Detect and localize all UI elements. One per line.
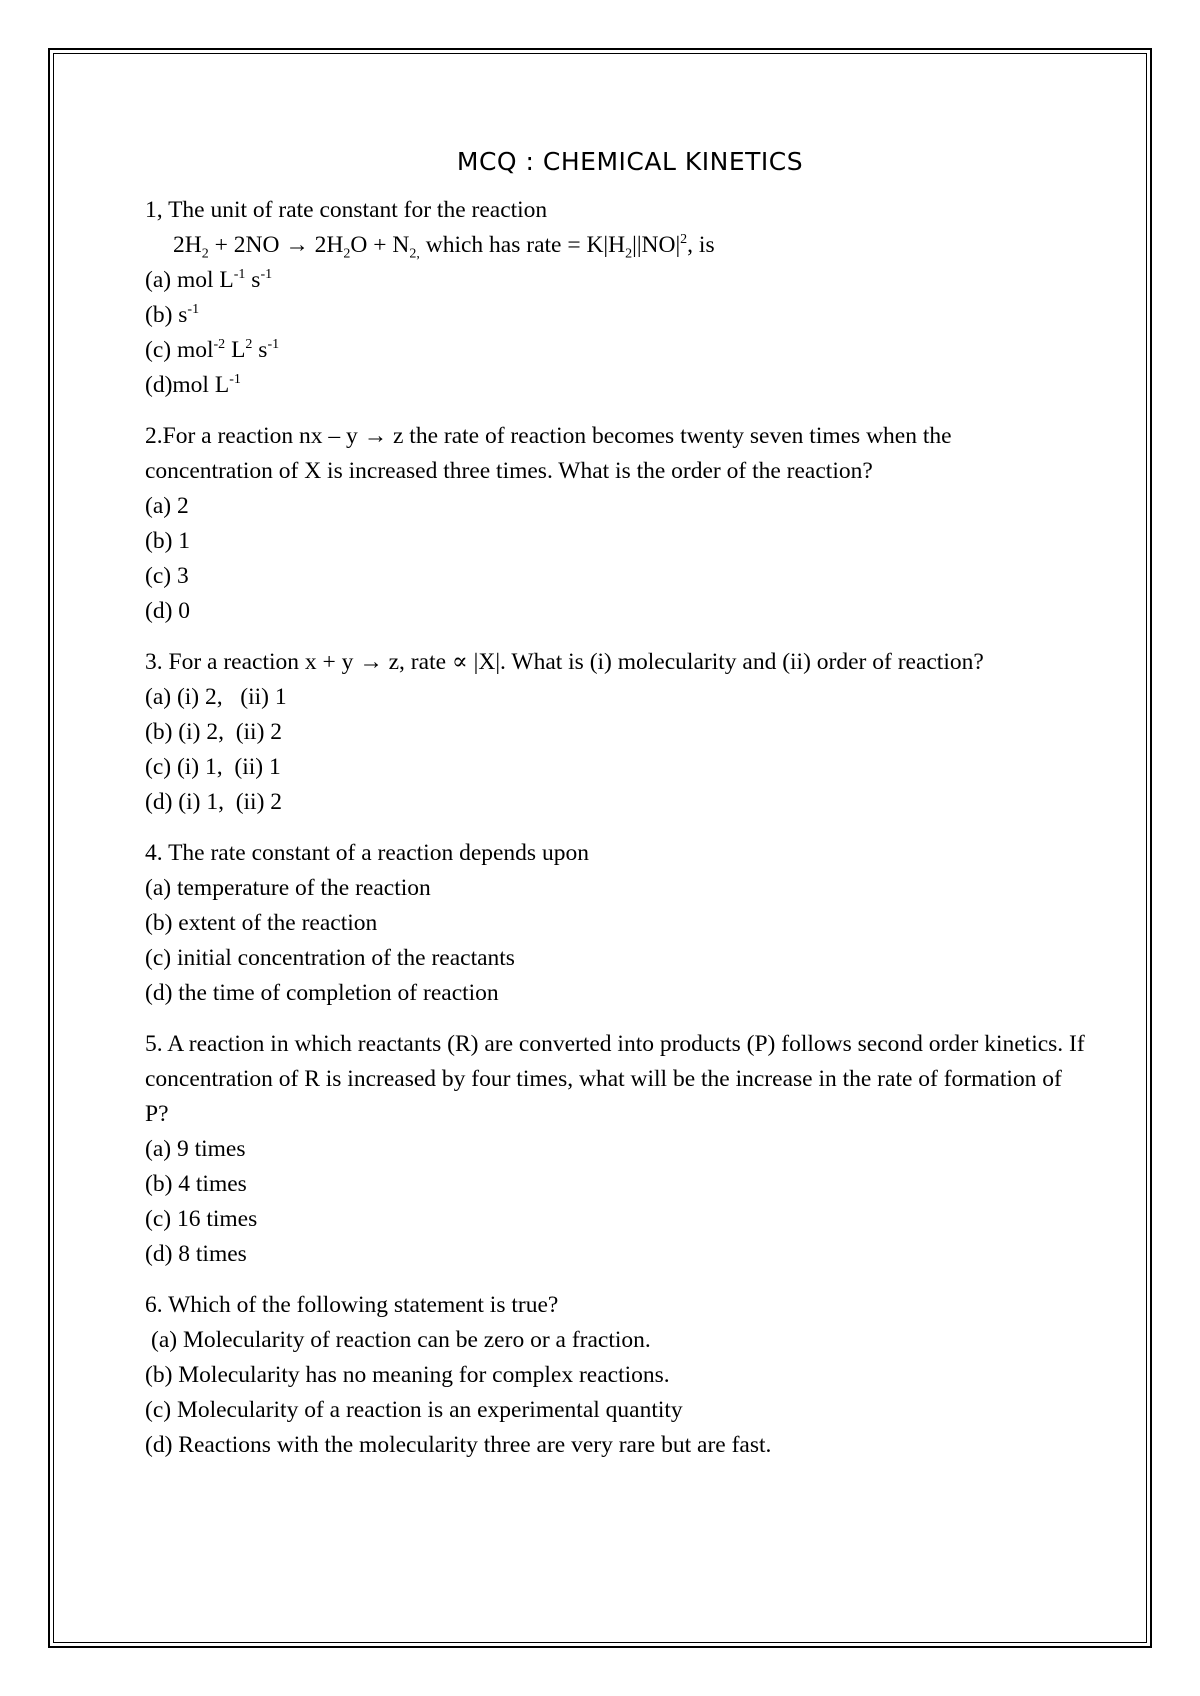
question-5-option-d: (d) 8 times [145, 1241, 247, 1267]
question-6-option-d: (d) Reactions with the molecularity three are very rare but are fast. [145, 1432, 772, 1458]
question-6-option-a: (a) Molecularity of reaction can be zero or a fraction. [151, 1327, 651, 1353]
option-text: (b) s [145, 302, 188, 328]
question-4-option-b: (b) extent of the reaction [145, 910, 378, 936]
option-text: (d)mol L [145, 372, 230, 398]
question-3-option-d: (d) (i) 1, (ii) 2 [145, 789, 283, 815]
option-superscript: -1 [187, 302, 200, 318]
question-1-option-d [145, 368, 1085, 403]
question-5-option-c: (c) 16 times [145, 1206, 258, 1232]
question-3-option-a: (a) (i) 2, (ii) 1 [145, 684, 287, 710]
option-superscript: -2 [213, 337, 226, 353]
question-6 [145, 1288, 1085, 1463]
question-1-text: 1, The unit of rate constant for the reaction [145, 197, 548, 223]
option-superscript: 2 [245, 337, 253, 353]
equation-superscript: 2 [680, 232, 688, 248]
question-3-option-b: (b) (i) 2, (ii) 2 [145, 719, 283, 745]
option-text: (c) mol [145, 337, 214, 363]
question-1-option-a [145, 263, 1085, 298]
option-superscript: -1 [260, 267, 273, 283]
equation-subscript: 2 [201, 246, 209, 262]
question-2 [145, 419, 1085, 629]
question-3-option-c: (c) (i) 1, (ii) 1 [145, 754, 281, 780]
equation-part: 2H [173, 232, 202, 258]
equation-part: ||NO| [632, 232, 681, 258]
question-4-option-d: (d) the time of completion of reaction [145, 980, 499, 1006]
option-text: L [225, 337, 246, 363]
question-2-option-b: (b) 1 [145, 528, 191, 554]
question-4 [145, 836, 1085, 1011]
question-6-text: 6. Which of the following statement is true? [145, 1292, 559, 1318]
question-1-option-c [145, 333, 1085, 368]
question-1-option-b [145, 298, 1085, 333]
equation-part: O + N [350, 232, 410, 258]
option-text: s [245, 267, 261, 293]
equation-part: which has rate = K|H [419, 232, 626, 258]
question-2-option-a: (a) 2 [145, 493, 189, 519]
equation-part: , is [687, 232, 715, 258]
question-3 [145, 645, 1085, 820]
option-superscript: -1 [233, 267, 246, 283]
option-superscript: -1 [267, 337, 280, 353]
question-2-option-d: (d) 0 [145, 598, 191, 624]
question-1-equation [145, 228, 1085, 263]
document-content [145, 142, 1085, 1479]
equation-subscript: 2 [625, 246, 633, 262]
question-4-option-c: (c) initial concentration of the reactants [145, 945, 515, 971]
question-4-option-a: (a) temperature of the reaction [145, 875, 431, 901]
option-text: (a) mol L [145, 267, 234, 293]
question-5-option-a: (a) 9 times [145, 1136, 246, 1162]
page-title: MCQ : CHEMICAL KINETICS [456, 147, 804, 176]
question-2-text: 2.For a reaction nx – y → z the rate of reaction becomes twenty seven times when the concentration of X is increased three times. What is the order of the reaction? [145, 423, 952, 484]
equation-part: + 2NO → 2H [208, 232, 344, 258]
question-5-option-b: (b) 4 times [145, 1171, 247, 1197]
option-superscript: -1 [229, 372, 241, 388]
question-4-text: 4. The rate constant of a reaction depends upon [145, 840, 589, 866]
question-5 [145, 1027, 1085, 1272]
question-6-option-c: (c) Molecularity of a reaction is an experimental quantity [145, 1397, 683, 1423]
option-text: s [252, 337, 268, 363]
question-2-option-c: (c) 3 [145, 563, 189, 589]
question-3-text: 3. For a reaction x + y → z, rate ∝ |X|. What is (i) molecularity and (ii) order of reaction? [145, 649, 984, 675]
question-5-text: 5. A reaction in which reactants (R) are converted into products (P) follows second order kinetics. If concentration of R is increased by four times, what will be the increase in the rate of formation of P? [145, 1031, 1085, 1127]
question-1 [145, 193, 1085, 403]
question-6-option-b: (b) Molecularity has no meaning for complex reactions. [145, 1362, 670, 1388]
equation-subscript: 2, [409, 246, 420, 262]
equation-subscript: 2 [343, 246, 351, 262]
